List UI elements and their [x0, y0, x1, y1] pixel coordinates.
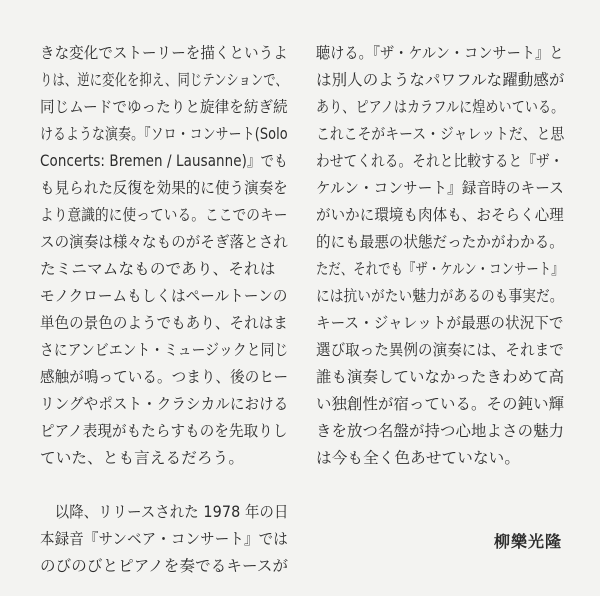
text-line: きを放つ名盤が持つ心地よさの魅力	[316, 422, 565, 440]
paragraph-spacer	[40, 472, 286, 499]
text-line: より意識的に使っている。ここでのキー	[40, 206, 288, 224]
text-line: がいかに環境も肉体も、おそらく心理	[316, 206, 564, 224]
text-line: あり、ピアノはカラフルに煌めいている。	[316, 98, 565, 116]
text-line: も見られた反復を効果的に使う演奏を	[40, 179, 288, 197]
text-line: たミニマムなものであり、それは	[40, 260, 276, 278]
text-line: 誰も演奏していなかったきわめて高	[316, 368, 565, 386]
right-text-column	[316, 40, 565, 472]
text-line: は別人のようなパワフルな躍動感が	[316, 71, 565, 89]
text-line: 的にも最悪の状態だったかがわかる。	[316, 233, 564, 251]
text-line: けるような演奏。『ソロ・コンサート(Solo	[40, 125, 288, 143]
text-line: のびのびとピアノを奏でるキースが	[40, 557, 289, 575]
text-line: スの演奏は様々なものがそぎ落とされ	[40, 233, 288, 251]
text-line: わせてくれる。それと比較すると『ザ・	[316, 152, 564, 170]
text-line: ピアノ表現がもたらすものを先取りし	[40, 422, 288, 440]
text-line: 聴ける。『ザ・ケルン・コンサート』と	[316, 44, 564, 62]
text-line: これこそがキース・ジャレットだ、と思	[316, 125, 565, 143]
text-line: は今も全く色あせていない。	[316, 449, 521, 467]
text-line: Concerts: Bremen / Lausanne)』でも	[40, 152, 288, 170]
text-line: きな変化でストーリーを描くというよ	[40, 44, 288, 62]
text-line: には抗いがたい魅力があるのも事実だ。	[316, 287, 564, 305]
text-line: い独創性が宿っている。その鈍い輝	[316, 395, 565, 413]
text-line: 単色の景色のようでもあり、それはま	[40, 314, 288, 332]
text-line: ただ、それでも『ザ・ケルン・コンサート』	[316, 260, 564, 278]
text-line: 感触が鳴っている。つまり、後のヒー	[40, 368, 289, 386]
text-line: 以降、リリースされた 1978 年の日	[54, 503, 289, 521]
text-line: さにアンビエント・ミュージックと同じ	[40, 341, 289, 359]
left-text-column	[40, 40, 289, 580]
text-line: ケルン・コンサート』録音時のキース	[316, 179, 564, 197]
author-signature: 柳樂光隆	[493, 532, 562, 551]
text-line: モノクロームもしくはペールトーンの	[40, 287, 288, 305]
text-line: 本録音『サンベア・コンサート』では	[40, 530, 288, 548]
text-line: りは、逆に変化を抑え、同じテンションで、	[40, 71, 288, 89]
text-line: リングやポスト・クラシカルにおける	[40, 395, 289, 413]
text-line: キース・ジャレットが最悪の状況下で	[316, 314, 564, 332]
text-line: ていた、とも言えるだろう。	[40, 449, 245, 467]
text-line: 選び取った異例の演奏には、それまで	[316, 341, 564, 359]
text-line: 同じムードでゆったりと旋律を紡ぎ続	[40, 98, 288, 116]
